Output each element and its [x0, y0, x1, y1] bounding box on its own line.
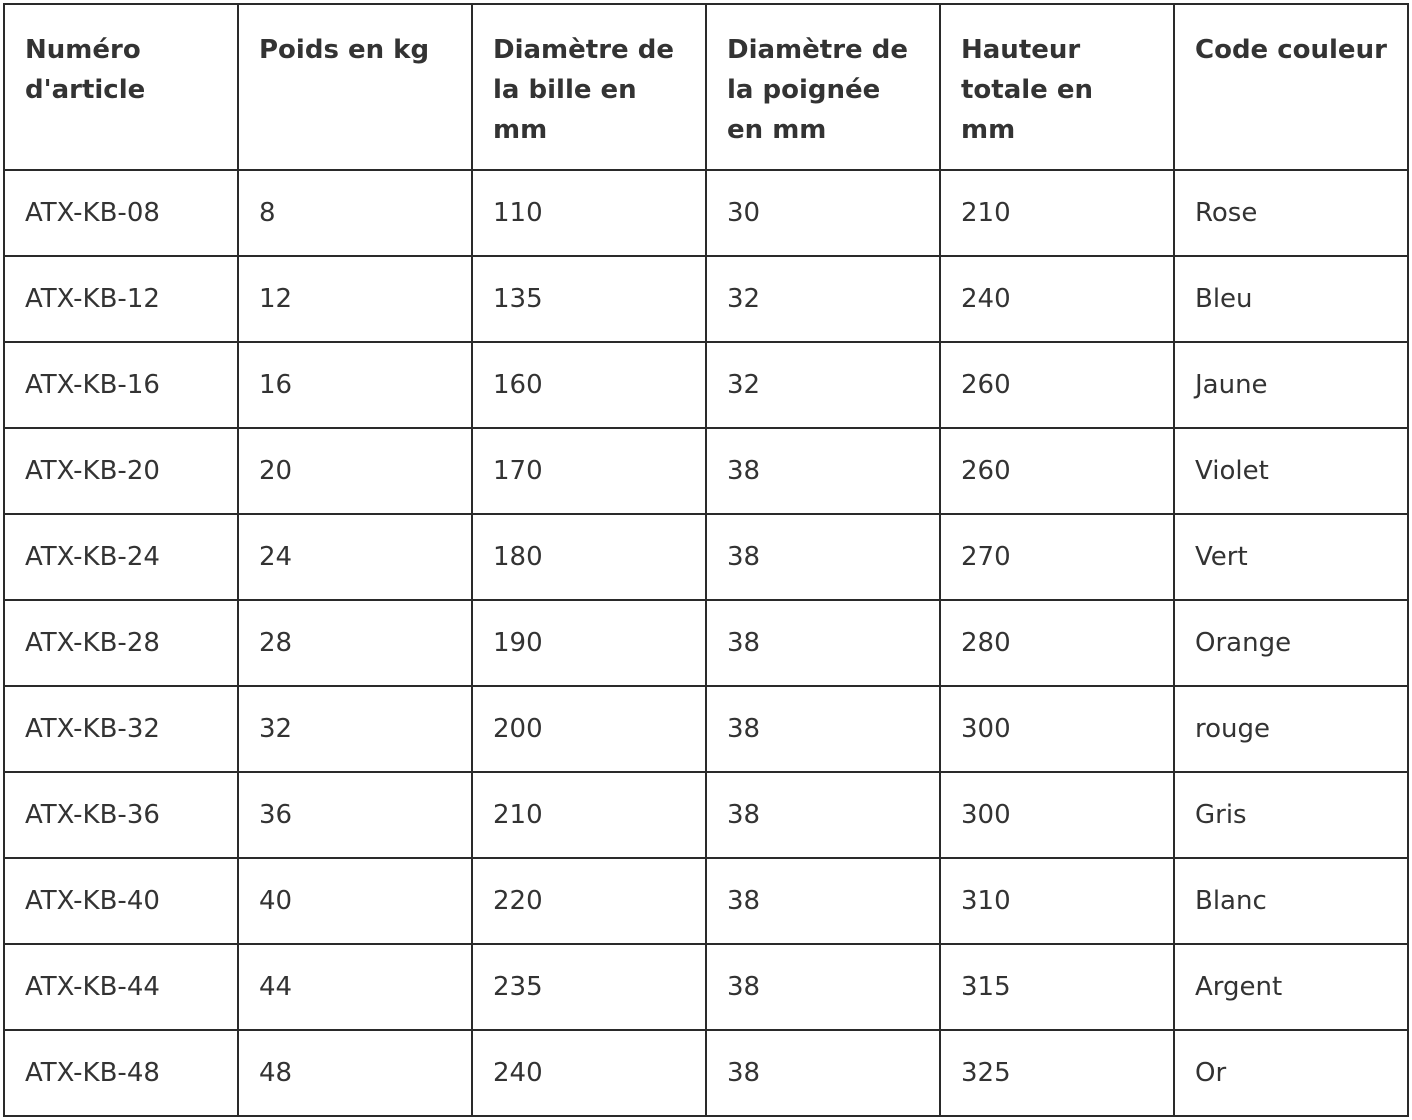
cell-color-code: Vert: [1174, 514, 1408, 600]
table-row: [4, 858, 1408, 944]
product-spec-table: [3, 3, 1409, 1117]
cell-color-code: Jaune: [1174, 342, 1408, 428]
cell-total-height: 300: [940, 772, 1174, 858]
cell-handle-diameter: 38: [706, 772, 940, 858]
cell-color-code: Or: [1174, 1030, 1408, 1116]
cell-total-height: 300: [940, 686, 1174, 772]
cell-weight: 32: [238, 686, 472, 772]
cell-color-code: Rose: [1174, 170, 1408, 256]
header-row: [4, 4, 1408, 170]
cell-ball-diameter: 135: [472, 256, 706, 342]
table-row: [4, 686, 1408, 772]
table-row: [4, 772, 1408, 858]
cell-handle-diameter: 38: [706, 858, 940, 944]
table-row: [4, 600, 1408, 686]
table-row: [4, 428, 1408, 514]
cell-handle-diameter: 32: [706, 342, 940, 428]
cell-article-number: ATX-KB-24: [4, 514, 238, 600]
cell-weight: 12: [238, 256, 472, 342]
cell-color-code: Blanc: [1174, 858, 1408, 944]
cell-article-number: ATX-KB-36: [4, 772, 238, 858]
table-row: [4, 342, 1408, 428]
cell-total-height: 315: [940, 944, 1174, 1030]
cell-total-height: 260: [940, 428, 1174, 514]
header-handle-diameter: Diamètre de la poignée en mm: [706, 4, 940, 170]
cell-ball-diameter: 160: [472, 342, 706, 428]
cell-ball-diameter: 200: [472, 686, 706, 772]
cell-total-height: 325: [940, 1030, 1174, 1116]
cell-weight: 8: [238, 170, 472, 256]
table-row: [4, 256, 1408, 342]
table-row: [4, 170, 1408, 256]
cell-handle-diameter: 30: [706, 170, 940, 256]
cell-color-code: rouge: [1174, 686, 1408, 772]
cell-weight: 28: [238, 600, 472, 686]
header-total-height: Hauteur totale en mm: [940, 4, 1174, 170]
header-color-code: Code couleur: [1174, 4, 1408, 170]
cell-ball-diameter: 180: [472, 514, 706, 600]
cell-color-code: Violet: [1174, 428, 1408, 514]
cell-handle-diameter: 38: [706, 686, 940, 772]
cell-weight: 44: [238, 944, 472, 1030]
table-row: [4, 944, 1408, 1030]
cell-total-height: 260: [940, 342, 1174, 428]
cell-handle-diameter: 32: [706, 256, 940, 342]
cell-article-number: ATX-KB-16: [4, 342, 238, 428]
cell-weight: 48: [238, 1030, 472, 1116]
table-row: [4, 1030, 1408, 1116]
header-weight: Poids en kg: [238, 4, 472, 170]
cell-article-number: ATX-KB-08: [4, 170, 238, 256]
cell-article-number: ATX-KB-40: [4, 858, 238, 944]
product-spec-table-container: [3, 3, 1409, 1117]
cell-weight: 16: [238, 342, 472, 428]
header-ball-diameter: Diamètre de la bille en mm: [472, 4, 706, 170]
cell-article-number: ATX-KB-20: [4, 428, 238, 514]
cell-weight: 24: [238, 514, 472, 600]
cell-total-height: 240: [940, 256, 1174, 342]
cell-total-height: 210: [940, 170, 1174, 256]
cell-color-code: Orange: [1174, 600, 1408, 686]
cell-ball-diameter: 240: [472, 1030, 706, 1116]
cell-handle-diameter: 38: [706, 1030, 940, 1116]
cell-ball-diameter: 170: [472, 428, 706, 514]
table-header: [4, 4, 1408, 170]
cell-color-code: Gris: [1174, 772, 1408, 858]
cell-handle-diameter: 38: [706, 944, 940, 1030]
cell-weight: 36: [238, 772, 472, 858]
cell-ball-diameter: 210: [472, 772, 706, 858]
cell-total-height: 280: [940, 600, 1174, 686]
cell-color-code: Bleu: [1174, 256, 1408, 342]
cell-weight: 20: [238, 428, 472, 514]
header-article-number: Numéro d'article: [4, 4, 238, 170]
cell-article-number: ATX-KB-44: [4, 944, 238, 1030]
cell-article-number: ATX-KB-32: [4, 686, 238, 772]
cell-handle-diameter: 38: [706, 514, 940, 600]
cell-total-height: 310: [940, 858, 1174, 944]
cell-article-number: ATX-KB-12: [4, 256, 238, 342]
cell-article-number: ATX-KB-28: [4, 600, 238, 686]
cell-handle-diameter: 38: [706, 600, 940, 686]
cell-handle-diameter: 38: [706, 428, 940, 514]
cell-ball-diameter: 110: [472, 170, 706, 256]
table-body: [4, 170, 1408, 1116]
cell-ball-diameter: 220: [472, 858, 706, 944]
cell-ball-diameter: 190: [472, 600, 706, 686]
cell-ball-diameter: 235: [472, 944, 706, 1030]
table-row: [4, 514, 1408, 600]
cell-article-number: ATX-KB-48: [4, 1030, 238, 1116]
cell-total-height: 270: [940, 514, 1174, 600]
cell-color-code: Argent: [1174, 944, 1408, 1030]
cell-weight: 40: [238, 858, 472, 944]
